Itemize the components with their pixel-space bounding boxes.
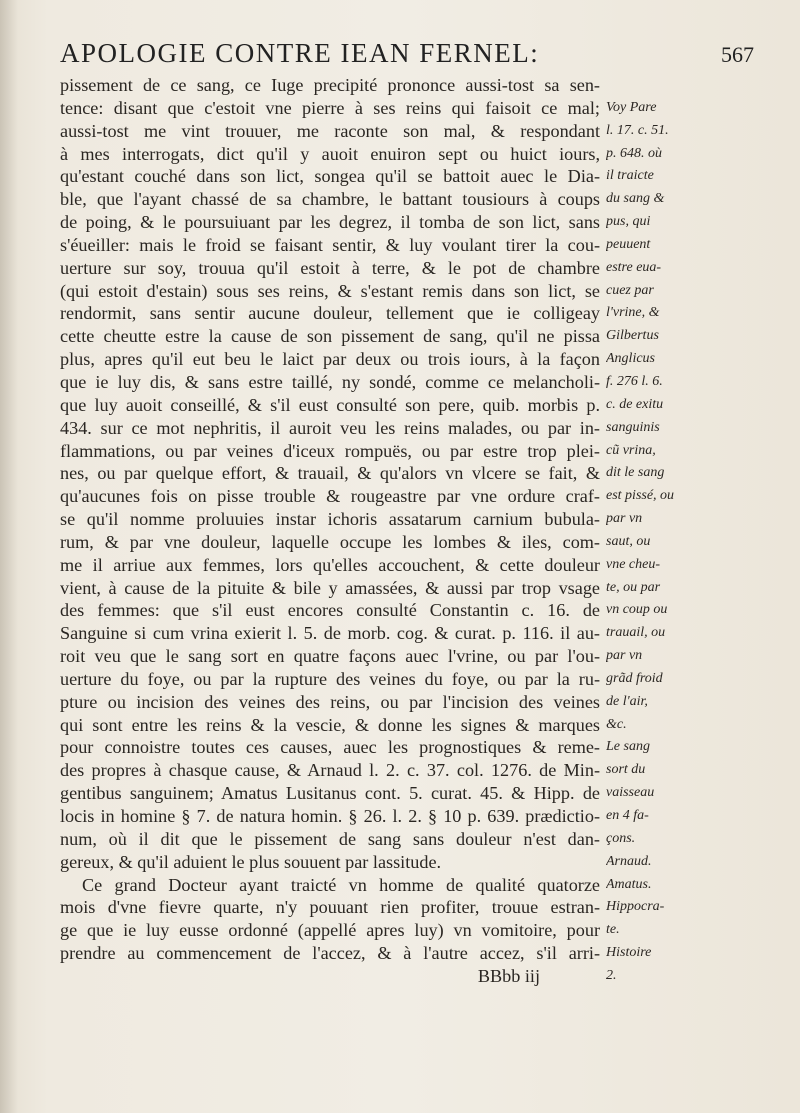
margin-note: &c. — [606, 716, 627, 732]
text-line: nes, ou par quelque effort, & trauail, & qu'alors vn vlcere se fait, & — [60, 463, 600, 484]
text-line: qui sont entre les reins & la vescie, & donne les signes & marques — [60, 714, 600, 735]
margin-note: estre eua- — [606, 259, 662, 275]
text-line: aussi-tost me vint trouuer, me raconte son mal, & respondant — [60, 120, 600, 141]
margin-note: est pissé, ou — [606, 488, 675, 504]
text-line: me il arriue aux femmes, lors qu'elles accouchent, & cette douleur — [60, 554, 600, 575]
margin-note: vn coup ou — [606, 602, 668, 618]
text-line: pture ou incision des veines des reins, ou par l'incision des veines — [60, 691, 600, 712]
margin-note: cuez par — [606, 282, 654, 298]
running-title: APOLOGIE CONTRE IEAN FERNEL: — [60, 38, 540, 68]
text-line: flammations, ou par veines d'iceux rompuës, ou par estre trop plei- — [60, 440, 600, 461]
margin-note: trauail, ou — [606, 625, 666, 641]
text-line: de poing, & le poursuiuant par les degrez, il tomba de son lict, sans — [60, 212, 600, 233]
page-header — [60, 38, 760, 78]
text-line: num, où il dit que le pissement de sang sans douleur n'est dan- — [60, 828, 600, 849]
text-line: 434. sur ce mot nephritis, il auroit veu les reins malades, ou par in- — [60, 417, 600, 438]
margin-note: Hippocra- — [606, 899, 665, 915]
margin-note: te, ou par — [606, 579, 661, 595]
text-line: pour connoistre toutes ces causes, auec les prognostiques & reme- — [60, 737, 600, 758]
text-line: s'éueiller: mais le froid se faisant sentir, & luy voulant tirer la cou- — [60, 234, 600, 255]
margin-note: vne cheu- — [606, 556, 661, 572]
signature-mark: BBbb iij — [477, 965, 540, 986]
text-line: rendormit, sans sentir aucune douleur, tellement que ie colligeay — [60, 303, 600, 324]
page-number: 567 — [721, 42, 754, 67]
margin-note: çons. — [606, 830, 636, 846]
text-line: que luy auoit conseillé, & s'il eust consulté son pere, quib. morbis p. — [60, 394, 600, 415]
margin-note: Arnaud. — [606, 853, 652, 869]
margin-note: l'vrine, & — [606, 305, 660, 321]
text-line: gereux, & qu'il aduient le plus souuent par lassitude. — [60, 851, 442, 872]
margin-note: l. 17. c. 51. — [606, 122, 669, 138]
margin-note: Anglicus — [606, 351, 655, 367]
text-line: tence: disant que c'estoit vne pierre à ses reins qui faisoit ce mal; — [60, 97, 600, 118]
text-line: ble, que l'ayant chassé de sa chambre, le battant tousiours à coups — [60, 189, 600, 210]
margin-note: Le sang — [606, 739, 650, 755]
text-line: mois d'vne fievre quarte, n'y pouuant rien profiter, trouue estran- — [60, 897, 600, 918]
text-line: pissement de ce sang, ce Iuge precipité prononce aussi-tost sa sen- — [60, 75, 600, 95]
text-line: cette cheutte estre la cause de son pissement de sang, qu'il ne pissa — [60, 326, 600, 347]
text-line: Sanguine si cum vrina exierit l. 5. de morb. cog. & curat. p. 116. il au- — [60, 623, 600, 644]
margin-note: Amatus. — [606, 876, 652, 892]
text-line: que ie luy dis, & sans estre taillé, ny sondé, comme ce melancholi- — [60, 371, 600, 392]
text-line: des femmes: que s'il eust encores consulté Constantin c. 16. de — [60, 600, 600, 621]
text-line: uerture sur soy, trouua qu'il estoit à terre, & le pot de chambre — [60, 257, 600, 278]
text-line: ge que ie luy eusse ordonné (appellé apres luy) vn vomitoire, pour — [60, 920, 600, 941]
margin-note: vaisseau — [606, 785, 655, 801]
margin-note: du sang & — [606, 191, 665, 207]
margin-note: Voy Pare — [606, 99, 657, 115]
text-line: vient, à cause de la pituite & bile y amassées, & aussi par trop vsage — [60, 577, 600, 598]
margin-note: p. 648. où — [606, 145, 662, 161]
margin-note: 2. — [606, 967, 617, 983]
paragraph-start-line: Ce grand Docteur ayant traicté vn homme de qualité quatorze — [82, 874, 600, 895]
margin-note: dit le sang — [606, 465, 665, 481]
margin-note: il traicte — [606, 168, 654, 184]
text-line: rum, & par vne douleur, laquelle occupe les lombes & iles, com- — [60, 531, 600, 552]
margin-note — [606, 74, 766, 97]
margin-note: c. de exitu — [606, 396, 664, 412]
text-line: prendre au commencement de l'accez, & à l'autre accez, s'il arri- — [60, 943, 600, 964]
margin-note: de l'air, — [606, 693, 648, 709]
body-text — [60, 74, 600, 988]
margin-note: sanguinis — [606, 419, 660, 435]
text-line: à mes interrogats, dict qu'il y auoit enuiron sept ou huict iours, — [60, 143, 600, 164]
margin-note: Histoire — [606, 945, 652, 961]
margin-note: peuuent — [606, 236, 651, 252]
text-line: des propres à chasque cause, & Arnaud l. 2. c. 37. col. 1276. de Min- — [60, 760, 600, 781]
margin-note: sort du — [606, 762, 646, 778]
text-line: qu'aucunes fois on pisse trouble & rougeastre par vne ordure craf- — [60, 486, 600, 507]
margin-note: te. — [606, 922, 620, 938]
text-line: gentibus sanguinem; Amatus Lusitanus cont. 5. curat. 45. & Hipp. de — [60, 783, 600, 804]
margin-note: par vn — [606, 511, 643, 527]
text-line: locis in homine § 7. de natura homin. § 26. l. 2. § 10 p. 639. prædictio- — [60, 806, 600, 826]
text-line: (qui estoit d'estain) sous ses reins, & s'estant remis dans son lict, se — [60, 280, 600, 301]
margin-note: saut, ou — [606, 533, 651, 549]
text-line: plus, apres qu'il eut beu le laict par deux ou trois iours, à la façon — [60, 349, 600, 370]
page-fold-shadow — [0, 0, 18, 1113]
margin-note: Gilbertus — [606, 328, 659, 344]
text-line: roit veu que le sang sort en quatre façons auec l'vrine, ou par l'ou- — [60, 646, 600, 667]
margin-notes — [606, 74, 766, 988]
text-line: se qu'il nomme proluuies instar ichoris assatarum carnium bubula- — [60, 509, 600, 530]
text-line: uerture du foye, ou par la rupture des veines du foye, ou par la ru- — [60, 668, 600, 689]
margin-note: en 4 fa- — [606, 808, 649, 823]
margin-note: cũ vrina, — [606, 442, 656, 458]
text-line: qu'estant couché dans son lict, songea qu'il se battoit auec le Dia- — [60, 166, 600, 187]
margin-note: pus, qui — [606, 214, 651, 230]
margin-note: grãd froid — [606, 670, 663, 686]
margin-note: f. 276 l. 6. — [606, 373, 663, 389]
margin-note: par vn — [606, 648, 643, 664]
